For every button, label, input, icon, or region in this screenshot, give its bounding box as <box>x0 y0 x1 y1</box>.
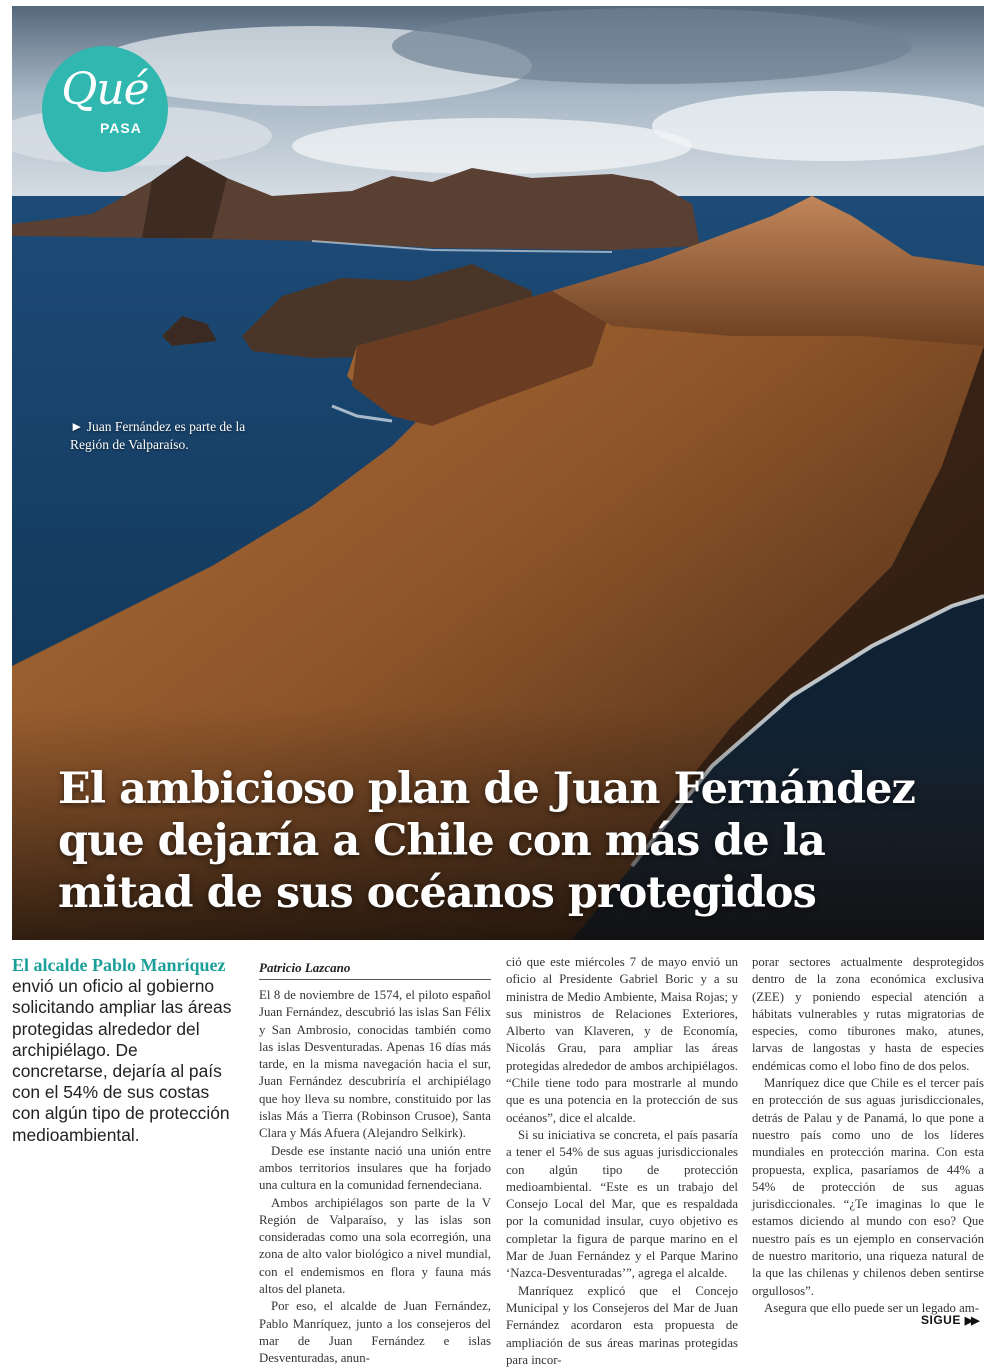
continue-marker <box>921 1313 978 1327</box>
paragraph: El 8 de noviembre de 1574, el piloto español Juan Fernández, descubrió las islas San Félix y San Ambrosio, conocidas también como las islas Desventuradas. Apenas 16 días más tarde, en la misma navegación hacia el sur, Juan Fernández descubriría el archipiélago que hoy lleva su nombre, constituido por las islas Más a Tierra (Robinson Crusoe), Santa Clara y Más Afuera (Alejandro Selkirk). <box>259 988 491 1141</box>
lede-highlight: El alcalde Pablo Manríquez <box>12 955 226 975</box>
author-byline: Patricio Lazcano <box>259 960 491 980</box>
que-pasa-badge <box>42 46 168 172</box>
paragraph: Ambos archipiélagos son parte de la V Región de Valparaíso, y las islas son consideradas como una sola ecorregión, una zona de alto valor biológico a nivel mundial, con el endemismos en flora y fauna más altos del planeta. <box>259 1195 491 1297</box>
paragraph: Asegura que ello puede ser un legado am- <box>764 1300 979 1315</box>
hero-photo <box>12 6 984 940</box>
paragraph: Desde ese instante nació una unión entre ambos territorios insulares que ha forjado una cultura en la comunidad fernendeciana. <box>259 1143 491 1193</box>
paragraph: ció que este miércoles 7 de mayo envió un oficio al Presidente Gabriel Boric y a su ministra de Medio Ambiente, Maisa Rojas; y sus ministros de Relaciones Exteriores, Alberto van Klaveren, y de Economía, Nicolás Grau, para ampliar las áreas protegidas alrededor de ambos archipiélagos. “Chile tiene todo para mostrarle al mundo que es una potencia en la protección de sus océanos”, dice el alcalde. <box>506 955 738 1125</box>
article-headline: El ambicioso plan de Juan Fernández que dejaría a Chile con más de la mitad de sus océanos protegidos <box>58 764 915 918</box>
badge-que: Qué <box>61 64 149 115</box>
body-column-2 <box>506 954 738 1369</box>
paragraph: Manríquez dice que Chile es el tercer país en protección de sus aguas jurisdiccionales, detrás de Palau y de Panamá, lo que pone a nuestro país como uno de los líderes mundiales en protección marina. Con esta propuesta, explica, pasaríamos de 44% a 54% de protección de sus aguas jurisdiccionales. “¿Te imaginas lo que le estamos diciendo al mundo con eso? Que nuestro país es un ejemplo en conservación de nuestro maritorio, una riqueza natural de la que las chilenas y chilenos deben sentirse orgullosos”. <box>752 1076 984 1298</box>
paragraph: porar sectores actualmente desprotegidos dentro de la zona económica exclusiva (ZEE) y poniendo especial atención a hábitats vulnerables y rutas migratorias de especies, como tiburones mako, atunes, larvas de langostas y hasta de especies endémicas como el lobo fino de dos pelos. <box>752 955 984 1073</box>
photo-caption: ► Juan Fernández es parte de la Región de Valparaíso. <box>70 419 246 452</box>
body-column-1 <box>259 987 491 1368</box>
paragraph: Si su iniciativa se concreta, el país pasaría a tener el 54% de sus aguas jurisdiccionales con algún tipo de protección medioambiental. “Este es un trabajo del Consejo Local del Mar, que es respaldada por la comunidad insular, cuyo objetivo es completar la figura de parque marino en el Mar de Juan Fernández y el Parque Marino ‘Nazca-Desventuradas’”, agrega el alcalde. <box>506 1127 738 1281</box>
body-column-3 <box>752 954 984 1317</box>
lede-text: envió un oficio al gobierno solicitando ampliar las áreas protegidas alrededor del archipiélago. De concretarse, dejaría al país con el 54% de sus costas con algún tipo de protección medioambiental. <box>12 976 232 1145</box>
paragraph: Por eso, el alcalde de Juan Fernández, Pablo Manríquez, junto a los consejeros del mar de Juan Fernández e islas Desventuradas, anun- <box>259 1299 491 1366</box>
badge-pasa: PASA <box>100 120 142 136</box>
play-arrows-icon: ▶▶ <box>964 1315 978 1327</box>
article-lede <box>12 955 237 1146</box>
paragraph: Manríquez explicó que el Concejo Municipal y los Consejeros del Mar de Juan Fernández acordaron esta propuesta de ampliación de sus áreas marinas protegidas para incor- <box>506 1283 738 1367</box>
continue-label: SIGUE <box>921 1313 961 1327</box>
